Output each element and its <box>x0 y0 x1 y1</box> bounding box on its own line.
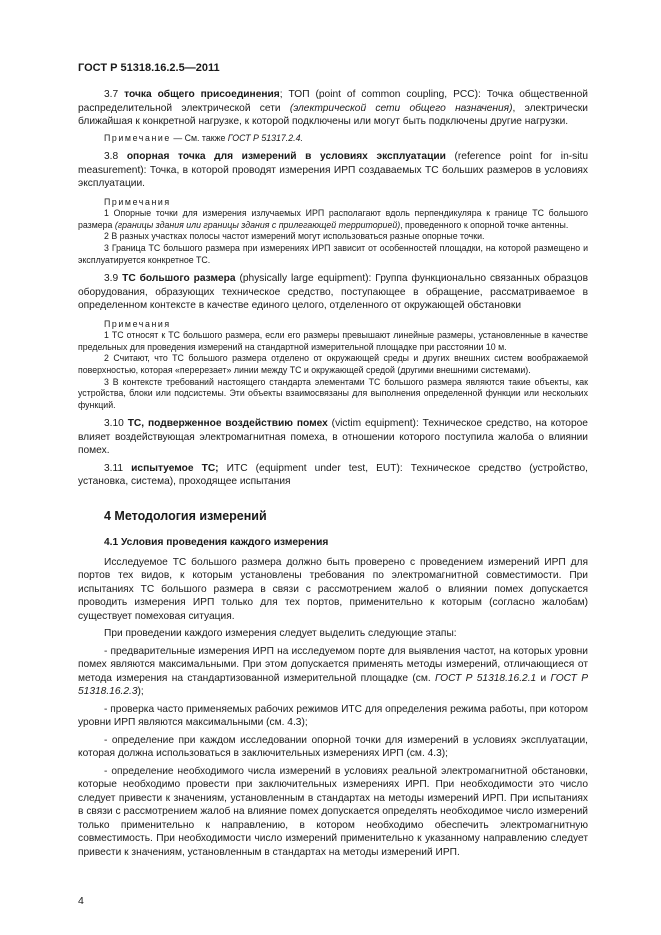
list-item: - определение при каждом исследовании опорной точки для измерений в условиях эксплуатации, которая должна использоваться в заключительных измерениях ИРП (см. 4.3); <box>78 734 588 760</box>
definition-3-10: 3.10 ТС, подверженное воздействию помех (victim equipment): Техническое средство, на которое влияет воздействующая электромагнитная помеха, в отношении которого поступила жалоба о влиянии помех. <box>78 418 588 457</box>
subsection-4-1-heading: 4.1 Условия проведения каждого измерения <box>104 536 329 548</box>
definition-3-9: 3.9 ТС большого размера (physically large equipment): Группа функционально связанных образцов оборудования, образующих техническое средство, поступающее в обращение, рассматриваемое в определенном контексте в качестве единого целого, отделенного от окружающей обстановки <box>78 273 588 312</box>
note-3-7: Примечание — См. также ГОСТ Р 51317.2.4. <box>104 132 303 143</box>
term-reference-point: опорная точка для измерений в условиях эксплуатации <box>126 151 446 163</box>
definition-3-11: 3.11 испытуемое ТС; ИТС (equipment under test, EUT): Техническое средство (устройство, установка, система), проходящее испытания <box>78 462 588 488</box>
term-pcc: точка общего присоединения <box>124 89 280 100</box>
notes-title-3-9: Примечания <box>104 318 171 329</box>
definition-3-8: 3.8 опорная точка для измерений в условиях эксплуатации (reference point for in-situ measurement): Точка, в которой проводят измерения ИРП создаваемых ТС больших размеров в условиях эксплуатации. <box>78 151 588 190</box>
notes-title-3-8: Примечания <box>104 196 171 207</box>
list-item: - проверка часто применяемых рабочих режимов ИТС для определения режима работы, при котором уровни ИРП являются максимальными (см. 4.3); <box>78 703 588 729</box>
paragraph-4-1-2: При проведении каждого измерения следует выделить следующие этапы: <box>104 628 457 640</box>
list-item: - предварительные измерения ИРП на исследуемом порте для выявления частот, на которых уровни помех являются максимальными. При этом допускается применять методы измерений, отличающиеся от метода измерения на стандартизованной измерительной площадке (см. ГОСТ Р 51318.16.2.1 и ГОСТ Р 51318.16.2.3); <box>78 645 588 698</box>
note-3-9-2: 2 Считают, что ТС большого размера отделено от окружающей среды и других внешних систем воображаемой поверхностью, которая «перерезает» линии между ТС и окружающей средой (другими внешними системами). <box>78 353 588 376</box>
section-4-heading: 4 Методология измерений <box>104 508 267 523</box>
page-number: 4 <box>78 895 84 907</box>
list-item: - определение необходимого числа измерений в условиях реальной электромагнитной обстановки, которые необходимо провести при заключительных измерениях ИРП. При необходимости это число следует привести к значениям, установленным в стандартах на методы измерений ИРП. При испытаниях в связи с рассмотрением жалоб на влияние помех допускается определять необходимое число измерений только применительно к направлению, в котором необходимо обеспечить электромагнитную совместимость. При необходимости число измерений применительно к указанному направлению следует привести к значениям, установленным в стандартах на методы измерений ИРП. <box>78 765 588 858</box>
note-3-8-2: 2 В разных участках полосы частот измерений могут использоваться разные опорные точки. <box>104 231 485 242</box>
note-3-8-1: 1 Опорные точки для измерения излучаемых ИРП располагают вдоль перпендикуляра к границе ТС большого размера (границы здания или границы здания с прилегающей территорией), проведенного к опорной точке антенны. <box>78 208 588 230</box>
note-3-9-3: 3 В контексте требований настоящего стандарта элементами ТС большого размера являются такие объекты, как устройства, блоки или подсистемы. Эти объекты взаимосвязаны для выполнения определенной функции или нескольких функций. <box>78 376 588 410</box>
page-content <box>78 88 588 863</box>
paragraph-4-1-1: Исследуемое ТС большого размера должно быть проверено с проведением измерений ИРП для портов тех видов, к которым установлены требования по электромагнитной совместимости. При испытаниях ТС большого размера в связи с рассмотрением жалоб о влиянии помех допускается проводить измерения ИРП только для тех портов, применительно к которым (согласно жалобам) существует помеховая ситуация. <box>78 556 588 622</box>
term-eut: испытуемое ТС; <box>131 462 219 474</box>
definition-3-7: 3.7 точка общего присоединения; ТОП (point of common coupling, PCC): Точка общественной распределительной электрической сети (электрической сети общего назначения), электрически ближайшая к конкретной нагрузке, к которой подключены или могут быть подключены другие нагрузки. <box>78 89 589 127</box>
term-large-equipment: ТС большого размера <box>122 273 236 285</box>
document-header: ГОСТ Р 51318.16.2.5—2011 <box>78 62 220 74</box>
term-victim-equipment: ТС, подверженное воздействию помех <box>127 418 328 430</box>
note-3-9-1: 1 ТС относят к ТС большого размера, если его размеры превышают линейные размеры, установленные в качестве предельных для проведения измерений на стандартной измерительной площадке при расстоянии 10 м. <box>78 330 588 352</box>
note-3-8-3: 3 Граница ТС большого размера при измерениях ИРП зависит от особенностей площадки, на которой размещено и эксплуатируется конкретное ТС. <box>78 242 588 265</box>
